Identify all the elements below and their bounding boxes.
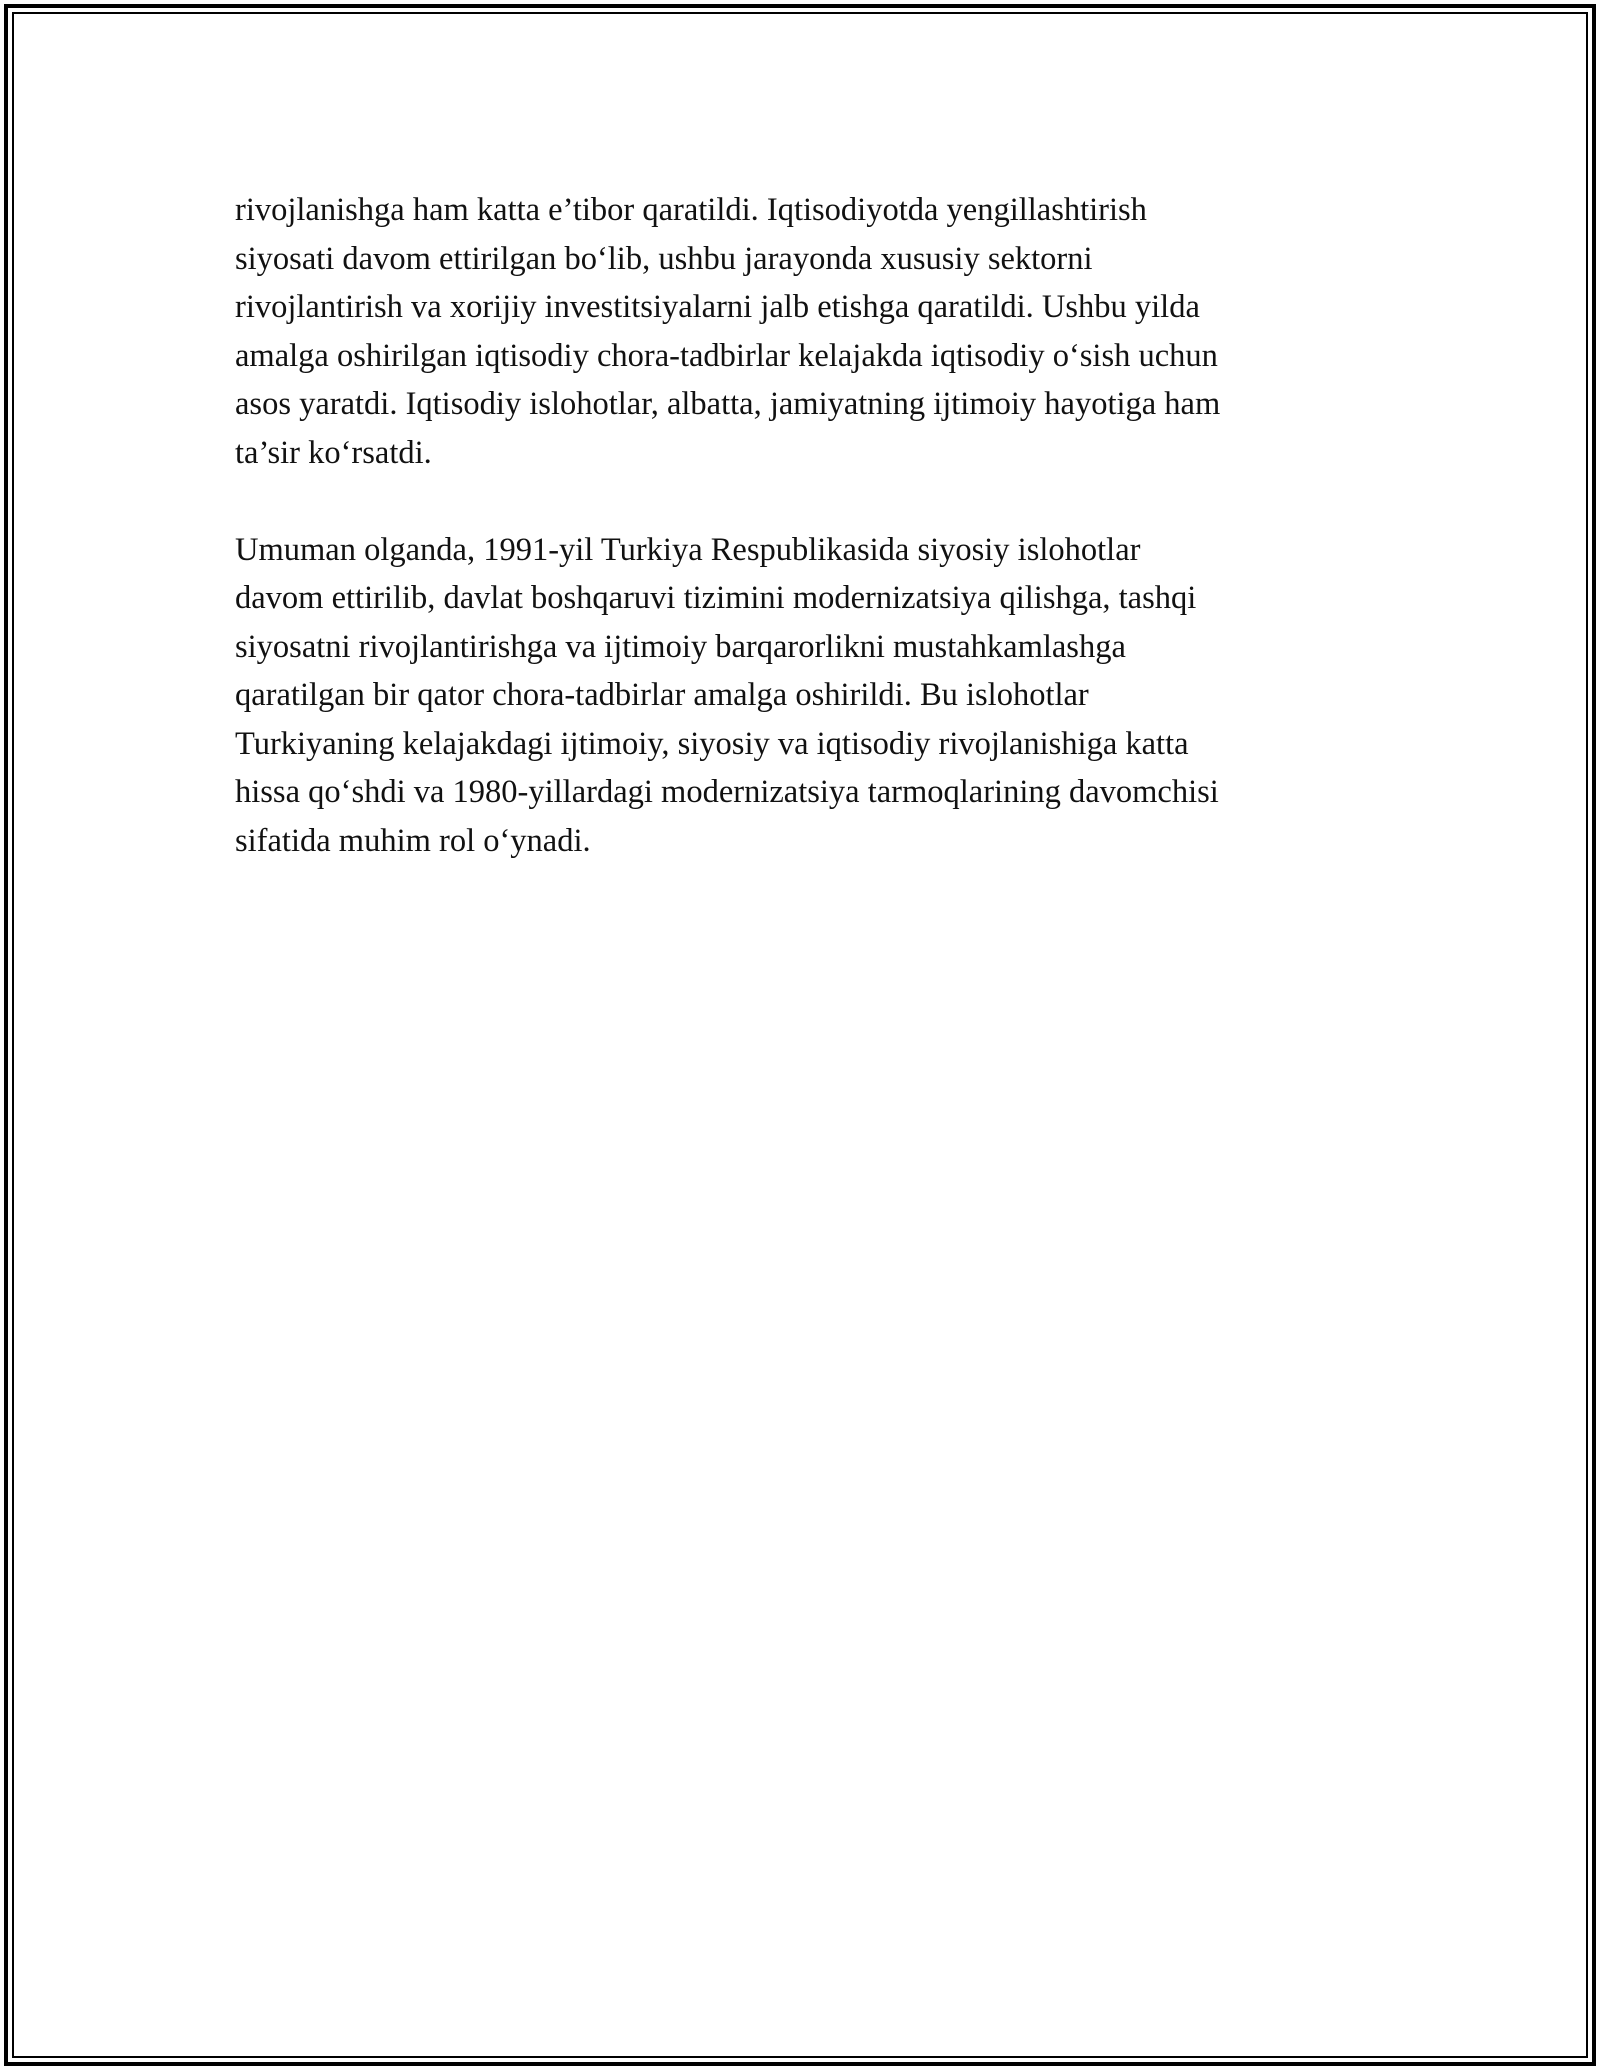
text-line: rivojlantirish va xorijiy investitsiyalarni jalb etishga qaratildi. Ushbu yilda [235,289,1200,325]
text-line: siyosatni rivojlantirishga va ijtimoiy barqarorlikni mustahkamlashga [235,628,1126,665]
paragraph-1 [235,186,1365,477]
paragraph-2 [235,526,1365,866]
text-line: amalga oshirilgan iqtisodiy chora-tadbirlar kelajakda iqtisodiy o‘sish uchun [235,337,1218,374]
text-line: qaratilgan bir qator chora-tadbirlar amalga oshirildi. Bu islohotlar [235,677,1089,713]
text-line: rivojlanishga ham katta e’tibor qaratildi. Iqtisodiyotda yengillashtirish [235,192,1147,228]
text-line: ta’sir ko‘rsatdi. [235,434,432,471]
text-line: sifatida muhim rol o‘ynadi. [235,822,591,859]
text-line: davom ettirilib, davlat boshqaruvi tizimini modernizatsiya qilishga, tashqi [235,580,1197,616]
text-line: Umuman olganda, 1991-yil Turkiya Respublikasida siyosiy islohotlar [235,531,1141,568]
text-line: siyosati davom ettirilgan bo‘lib, ushbu jarayonda xususiy sektorni [235,240,1093,277]
text-line: hissa qo‘shdi va 1980-yillardagi modernizatsiya tarmoqlarining davomchisi [235,774,1219,810]
text-line: Turkiyaning kelajakdagi ijtimoiy, siyosiy va iqtisodiy rivojlanishiga katta [235,725,1189,762]
document-body [235,186,1365,914]
text-line: asos yaratdi. Iqtisodiy islohotlar, albatta, jamiyatning ijtimoiy hayotiga ham [235,386,1221,422]
